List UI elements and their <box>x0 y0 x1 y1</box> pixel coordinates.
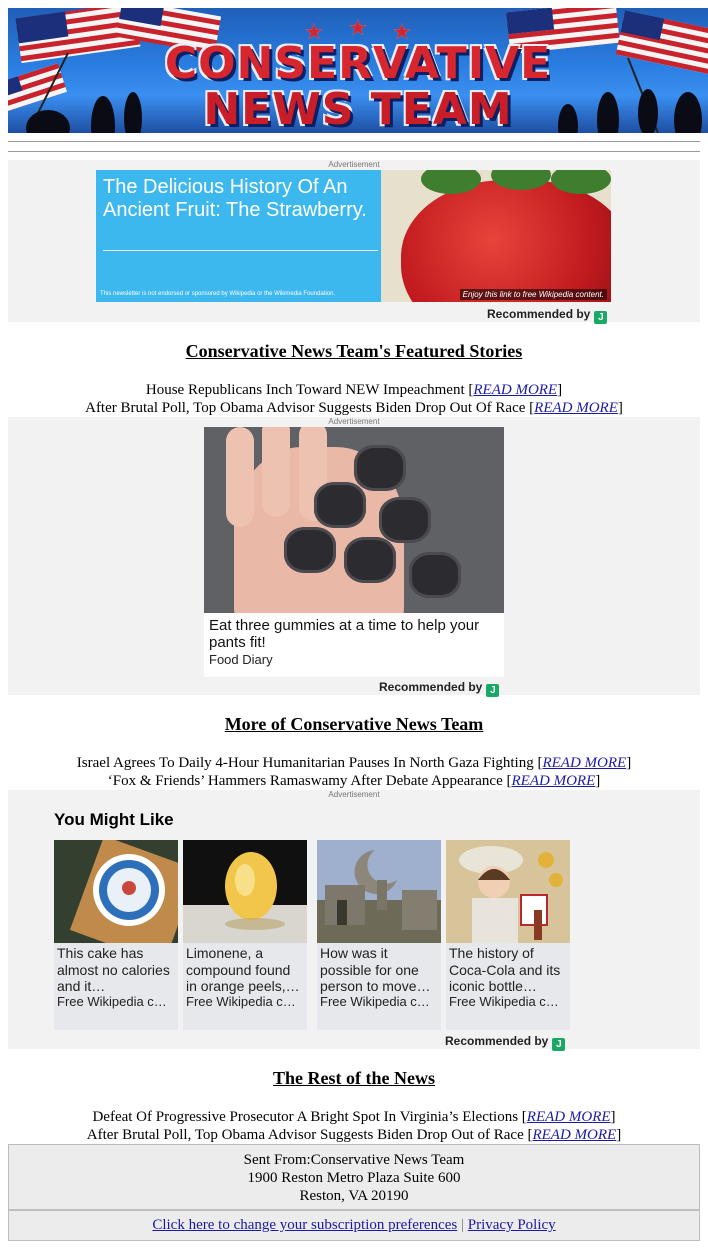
jeeng-badge-icon: J <box>552 1038 565 1051</box>
read-more-link[interactable]: READ MORE <box>534 400 618 416</box>
banner-title-line1: CONSERVATIVE <box>164 38 552 89</box>
read-more-link[interactable]: READ MORE <box>526 1109 611 1125</box>
address-line1: 1900 Reston Metro Plaza Suite 600 <box>247 1170 461 1186</box>
card-source: Free Wikipedia c… <box>320 994 430 1009</box>
gummy-icon <box>344 537 396 583</box>
card-title[interactable]: Limonene, a compound found in orange peels,… <box>186 945 300 994</box>
read-more-link[interactable]: READ MORE <box>532 1127 617 1143</box>
card-title[interactable]: The history of Coca-Cola and its iconic bottle… <box>449 945 561 994</box>
lemon-icon <box>183 840 307 943</box>
card-image[interactable] <box>54 840 178 943</box>
gummy-icon <box>284 527 336 573</box>
recommended-by[interactable] <box>445 1034 565 1051</box>
jeeng-badge-icon: J <box>486 684 499 697</box>
story-title: ‘Fox & Friends’ Hammers Ramaswamy After Debate Appearance <box>107 773 503 789</box>
privacy-policy-link[interactable]: Privacy Policy <box>467 1217 556 1233</box>
ad-headline[interactable]: The Delicious History Of An Ancient Fruit: The Strawberry. <box>103 176 367 221</box>
recommended-by[interactable] <box>487 307 607 324</box>
strawberry-ad[interactable] <box>96 170 611 302</box>
card-title[interactable]: This cake has almost no calories and it… <box>57 945 170 994</box>
gummy-icon <box>314 482 366 528</box>
footer-address <box>8 1144 700 1210</box>
link-separator: | <box>460 1217 464 1233</box>
gummy-icon <box>379 497 431 543</box>
star-icon: ★ <box>392 20 412 45</box>
story-title: After Brutal Poll, Top Obama Advisor Suggests Biden Drop Out Of Race <box>85 400 526 416</box>
strawberry-icon <box>401 180 611 302</box>
ad-enjoy-note: Enjoy this link to free Wikipedia content. <box>460 289 607 300</box>
card-title[interactable]: How was it possible for one person to move… <box>320 945 431 994</box>
story-title: After Brutal Poll, Top Obama Advisor Suggests Biden Drop Out of Race <box>86 1127 524 1143</box>
story-line: Israel Agrees To Daily 4-Hour Humanitarian Pauses In North Gaza Fighting [READ MORE] <box>76 755 632 771</box>
cake-plate-icon <box>54 840 178 943</box>
ad-label: Advertisement <box>328 417 380 426</box>
gummies-image[interactable] <box>204 427 504 613</box>
read-more-link[interactable]: READ MORE <box>511 773 596 789</box>
divider <box>8 151 700 152</box>
recommendation-card[interactable] <box>317 840 441 1030</box>
ad-label: Advertisement <box>328 790 380 799</box>
recommendation-card[interactable] <box>54 840 178 1030</box>
vintage-coca-cola-ad-icon <box>446 840 570 943</box>
ad-source: Food Diary <box>209 652 273 667</box>
ad-block-gummies <box>8 417 700 695</box>
header-banner <box>8 8 708 133</box>
stone-monument-icon <box>317 840 441 943</box>
gummies-ad[interactable] <box>204 427 504 677</box>
recommended-by-label: Recommended by <box>445 1034 549 1048</box>
card-source: Free Wikipedia c… <box>57 994 167 1009</box>
recommendation-card[interactable] <box>446 840 570 1030</box>
story-title: Israel Agrees To Daily 4-Hour Humanitarian Pauses In North Gaza Fighting <box>76 755 534 771</box>
read-more-link[interactable]: READ MORE <box>542 755 627 771</box>
address-line2: Reston, VA 20190 <box>299 1188 409 1204</box>
sent-from: Sent From:Conservative News Team <box>243 1152 465 1168</box>
ad-block-strawberry <box>8 160 700 322</box>
story-line: After Brutal Poll, Top Obama Advisor Suggests Biden Drop Out of Race [READ MORE] <box>86 1127 622 1143</box>
recommended-by[interactable] <box>379 680 499 697</box>
star-icon: ★ <box>348 16 368 41</box>
ad-divider <box>103 250 378 251</box>
footer-links <box>8 1210 700 1241</box>
ad-block-you-might-like <box>8 790 700 1049</box>
section-heading-featured: Conservative News Team's Featured Stories <box>185 341 523 361</box>
ad-disclaimer: This newsletter is not endorsed or sponsored by Wikipedia or the Wikimedia Foundation. <box>100 291 336 297</box>
divider <box>8 141 700 142</box>
story-line: House Republicans Inch Toward NEW Impeachment [READ MORE] <box>145 382 563 398</box>
card-source: Free Wikipedia c… <box>449 994 559 1009</box>
card-image[interactable] <box>317 840 441 943</box>
card-source: Free Wikipedia c… <box>186 994 296 1009</box>
gummy-icon <box>354 445 406 491</box>
story-title: House Republicans Inch Toward NEW Impeachment <box>145 382 465 398</box>
card-image[interactable] <box>183 840 307 943</box>
section-heading-more: More of Conservative News Team <box>224 714 484 734</box>
story-line: ‘Fox & Friends’ Hammers Ramaswamy After Debate Appearance [READ MORE] <box>107 773 601 789</box>
you-might-like-title: You Might Like <box>54 810 174 829</box>
banner-title-line2: NEWS TEAM <box>203 84 513 133</box>
star-icon: ★ <box>304 20 324 45</box>
ad-label: Advertisement <box>328 160 380 169</box>
jeeng-badge-icon: J <box>594 311 607 324</box>
card-image[interactable] <box>446 840 570 943</box>
finger-icon <box>262 427 290 517</box>
section-heading-rest: The Rest of the News <box>273 1068 435 1088</box>
story-line: Defeat Of Progressive Prosecutor A Bright Spot In Virginia’s Elections [READ MORE] <box>92 1109 616 1125</box>
story-title: Defeat Of Progressive Prosecutor A Bright Spot In Virginia’s Elections <box>92 1109 519 1125</box>
gummy-icon <box>409 552 461 598</box>
ad-caption[interactable]: Eat three gummies at a time to help your pants fit! <box>209 617 480 651</box>
recommended-by-label: Recommended by <box>487 307 591 321</box>
strawberry-image[interactable] <box>381 170 611 302</box>
story-line: After Brutal Poll, Top Obama Advisor Suggests Biden Drop Out Of Race [READ MORE] <box>85 400 623 416</box>
subscription-preferences-link[interactable]: Click here to change your subscription preferences <box>152 1217 458 1233</box>
finger-icon <box>226 427 254 527</box>
read-more-link[interactable]: READ MORE <box>473 382 558 398</box>
recommendation-card[interactable] <box>183 840 307 1030</box>
recommended-by-label: Recommended by <box>379 680 483 694</box>
